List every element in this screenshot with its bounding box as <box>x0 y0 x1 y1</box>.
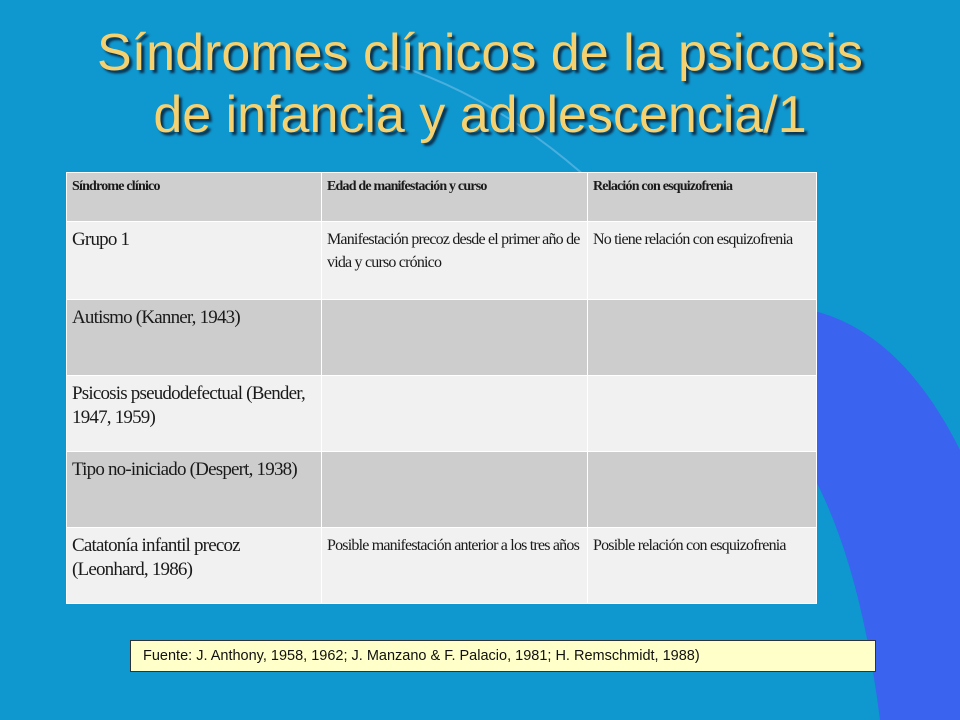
table-header-row <box>67 173 817 222</box>
table-cell <box>588 300 817 376</box>
table-row <box>67 376 817 452</box>
table-row <box>67 300 817 376</box>
title-line-1: Síndromes clínicos de la psicosis <box>97 24 863 82</box>
slide-title <box>0 22 960 146</box>
header-cell: Relación con esquizofrenia <box>588 173 817 222</box>
table-cell <box>588 452 817 528</box>
table-row <box>67 528 817 604</box>
table-row <box>67 222 817 300</box>
table-cell <box>322 376 588 452</box>
table-cell: Grupo 1 <box>67 222 322 300</box>
table-cell: Psicosis pseudodefectual (Bender, 1947, 1959) <box>67 376 322 452</box>
table-row <box>67 452 817 528</box>
table-cell: Posible relación con esquizofrenia <box>588 528 817 604</box>
header-cell: Edad de manifestación y curso <box>322 173 588 222</box>
table-cell: Tipo no-iniciado (Despert, 1938) <box>67 452 322 528</box>
table-cell <box>322 452 588 528</box>
table-cell <box>322 300 588 376</box>
source-citation: Fuente: J. Anthony, 1958, 1962; J. Manzano & F. Palacio, 1981; H. Remschmidt, 1988) <box>130 640 876 672</box>
table-cell: No tiene relación con esquizofrenia <box>588 222 817 300</box>
title-line-2: de infancia y adolescencia/1 <box>153 86 807 144</box>
table-cell: Catatonía infantil precoz (Leonhard, 1986) <box>67 528 322 604</box>
syndromes-table <box>66 172 817 604</box>
table-cell: Autismo (Kanner, 1943) <box>67 300 322 376</box>
header-cell: Síndrome clínico <box>67 173 322 222</box>
table-cell: Manifestación precoz desde el primer año de vida y curso crónico <box>322 222 588 300</box>
table-cell <box>588 376 817 452</box>
table-cell: Posible manifestación anterior a los tres años <box>322 528 588 604</box>
